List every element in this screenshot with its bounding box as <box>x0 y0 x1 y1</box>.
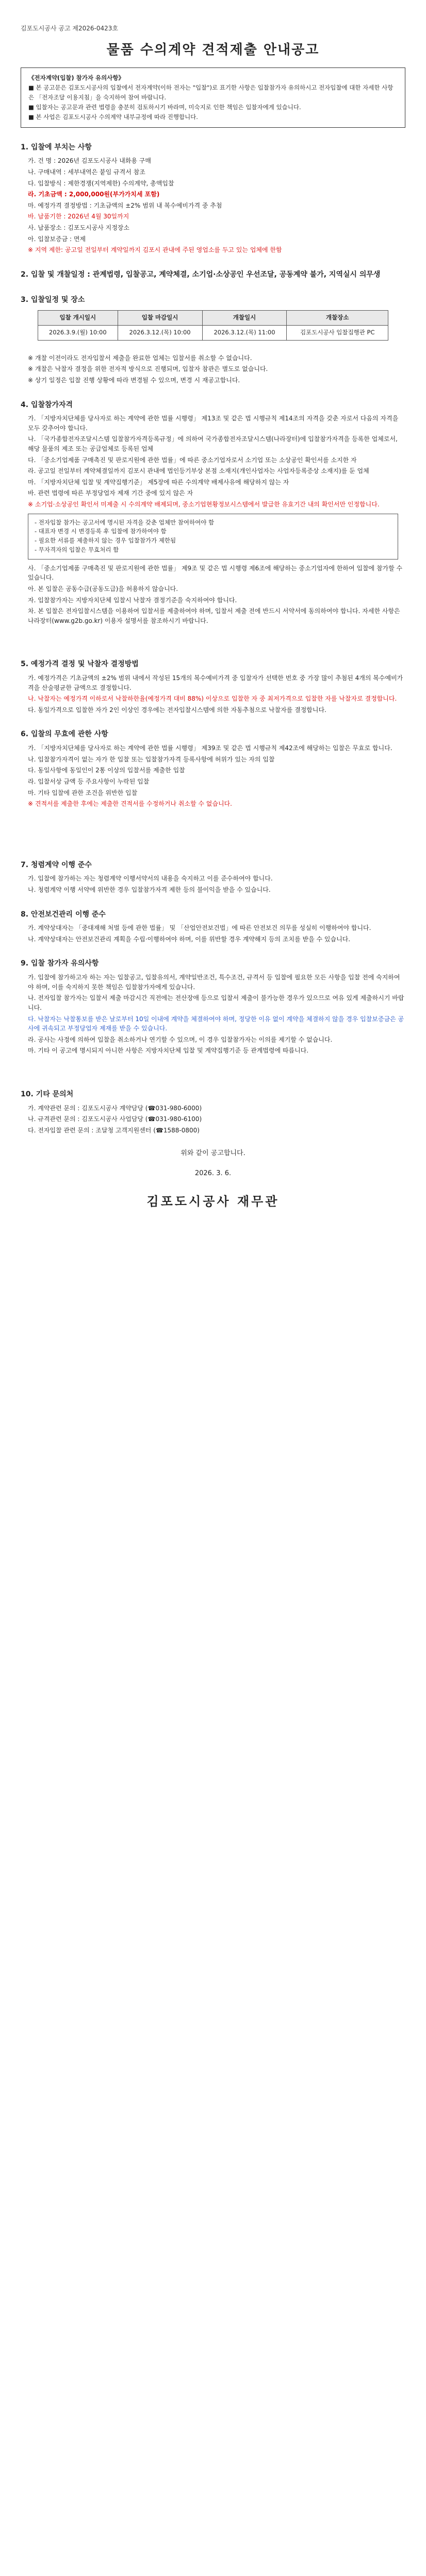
info-box-line: - 필요한 서류를 제출하지 않는 경우 입찰참가가 제한됨 <box>35 537 176 545</box>
section-line: 나. 전자입찰 참가자는 입찰서 제출 마감시간 직전에는 전산장애 등으로 입찰서 제출이 불가능한 경우가 있으므로 여유 있게 제출하시기 바랍니다. <box>28 994 404 1011</box>
info-box-line: - 대표자 변경 시 변경등록 후 입찰에 참가하여야 함 <box>35 528 167 535</box>
section-line: 바. 관련 법령에 따른 부정당업자 제재 기간 중에 있지 않은 자 <box>28 489 193 497</box>
section-line: 나. 청렴계약 이행 서약에 위반한 경우 입찰참가자격 제한 등의 불이익을 받을 수 있습니다. <box>28 886 271 893</box>
table-cell: 김포도시공사 입찰집행관 PC <box>287 325 388 340</box>
section-line: 마. 예정가격 결정방법 : 기초금액의 ±2% 범위 내 복수예비가격 중 추첨 <box>28 201 222 209</box>
closing-text: 위와 같이 공고합니다. <box>181 1149 245 1158</box>
section-5 <box>21 659 405 715</box>
section-line: 나. 「국가종합전자조달시스템 입찰참가자격등록규정」에 의하여 국가종합전자조달시스템(나라장터)에 입찰참가자격을 등록한 업체로서, 해당 물품의 제조 또는 공급업체로 등록된 업체 <box>28 435 398 453</box>
section-6 <box>21 729 405 808</box>
section-line: 사. 「중소기업제품 구매촉진 및 판로지원에 관한 법률」 제9조 및 같은 법 시행령 제6조에 해당하는 중소기업자에 한하여 입찰에 참가할 수 있습니다. <box>28 564 403 582</box>
section-line-highlight: 라. 기초금액 : 2,000,000원(부가가치세 포함) <box>28 191 160 198</box>
section-line: 자. 입찰참가자는 지방자치단체 입찰시 낙찰자 결정기준을 숙지하여야 합니다. <box>28 596 237 604</box>
section-heading: 6. 입찰의 무효에 관한 사항 <box>21 730 108 739</box>
section-line-highlight: 나. 낙찰자는 예정가격 이하로서 낙찰하한율(예정가격 대비 88%) 이상으로 입찰한 자 중 최저가격으로 입찰한 자를 낙찰자로 결정합니다. <box>28 695 397 703</box>
table-header: 입찰 마감일시 <box>118 311 202 326</box>
section-1 <box>21 142 405 255</box>
section-line: 다. 「중소기업제품 구매촉진 및 판로지원에 관한 법률」에 따른 중소기업자로서 소기업 또는 소상공인 확인서를 소지한 자 <box>28 456 357 464</box>
section-2 <box>21 269 405 281</box>
section-line: 라. 공고일 전일부터 계약체결일까지 김포시 관내에 법인등기부상 본점 소재지(개인사업자는 사업자등록증상 소재지)를 둔 업체 <box>28 467 369 475</box>
section-4 <box>21 400 405 626</box>
schedule-table <box>38 310 388 341</box>
section-heading: 4. 입찰참가자격 <box>21 400 73 409</box>
section-line: 아. 본 입찰은 공동수급(공동도급)을 허용하지 않습니다. <box>28 585 178 593</box>
section-line: 가. 계약상대자는 「중대재해 처벌 등에 관한 법률」 및 「산업안전보건법」에 따른 안전보건 의무를 성실히 이행하여야 합니다. <box>28 924 371 932</box>
section-note: ※ 상기 일정은 입찰 진행 상황에 따라 변경될 수 있으며, 변경 시 재공고합니다. <box>28 376 240 384</box>
section-heading: 8. 안전보건관리 이행 준수 <box>21 910 106 919</box>
section-line: 가. 입찰에 참가하는 자는 청렴계약 이행서약서의 내용을 숙지하고 이를 준수하여야 합니다. <box>28 875 273 883</box>
section-line: 가. 「지방자치단체를 당사자로 하는 계약에 관한 법률 시행령」 제13조 및 같은 법 시행규칙 제14조의 자격을 갖춘 자로서 다음의 자격을 모두 갖추어야 합니다. <box>28 415 399 432</box>
section-line: 나. 입찰참가자격이 없는 자가 한 입찰 또는 입찰참가자격 등록사항에 허위가 있는 자의 입찰 <box>28 755 275 763</box>
notice-box-line: ■ 입찰자는 공고문과 관련 법령을 충분히 검토하시기 바라며, 미숙지로 인한 책임은 입찰자에게 있습니다. <box>28 103 301 111</box>
section-warning: ※ 소기업·소상공인 확인서 미제출 시 수의계약 배제되며, 중소기업현황정보시스템에서 발급한 유효기간 내의 확인서만 인정합니다. <box>28 500 380 508</box>
section-line: 마. 기타 입찰에 관한 조건을 위반한 입찰 <box>28 789 138 796</box>
page-title: 물품 수의계약 견적제출 안내공고 <box>106 42 320 58</box>
section-line: 차. 본 입찰은 전자입찰시스템을 이용하여 입찰서를 제출하여야 하며, 입찰서 제출 전에 반드시 서약서에 동의하여야 합니다. 자세한 사항은 나라장터(www.g2b.go.kr) 이용자 설명서를 참조하시기 바랍니다. <box>28 607 400 624</box>
info-box-line: - 무자격자의 입찰은 무효처리 함 <box>35 546 119 554</box>
section-warning: ※ 지역 제한: 공고일 전일부터 계약일까지 김포시 관내에 주된 영업소를 두고 있는 업체에 한함 <box>28 246 282 254</box>
section-line: 가. 예정가격은 기초금액의 ±2% 범위 내에서 작성된 15개의 복수예비가격 중 입찰자가 선택한 번호 중 가장 많이 추첨된 4개의 복수예비가격을 산술평균한 금액으로 결정합니다. <box>28 674 403 691</box>
section-line: 다. 동일가격으로 입찰한 자가 2인 이상인 경우에는 전자입찰시스템에 의한 자동추첨으로 낙찰자를 결정합니다. <box>28 706 326 714</box>
table-cell: 2026.3.12.(목) 11:00 <box>202 325 287 340</box>
notice-box <box>21 67 405 128</box>
section-line: 마. 기타 이 공고에 명시되지 아니한 사항은 지방자치단체 입찰 및 계약집행기준 등 관계법령에 따릅니다. <box>28 1047 309 1055</box>
table-cell: 2026.3.9.(월) 10:00 <box>38 325 118 340</box>
section-9 <box>21 958 405 1055</box>
section-heading: 9. 입찰 참가자 유의사항 <box>21 959 99 968</box>
section-note: ※ 개찰 이전이라도 전자입찰서 제출을 완료한 업체는 입찰서를 취소할 수 없습니다. <box>28 354 252 362</box>
section-line: 라. 공사는 사정에 의하여 입찰을 취소하거나 연기할 수 있으며, 이 경우 입찰참가자는 이의를 제기할 수 없습니다. <box>28 1036 333 1043</box>
section-7 <box>21 860 405 895</box>
section-heading: 10. 기타 문의처 <box>21 1090 74 1098</box>
section-line-highlight: 바. 납품기한 : 2026년 4월 30일까지 <box>28 213 129 221</box>
issuer-name: 김포도시공사 재무관 <box>146 1194 280 1209</box>
section-warning: ※ 견적서를 제출한 후에는 제출한 견적서를 수정하거나 취소할 수 없습니다. <box>28 800 232 808</box>
table-header: 개찰장소 <box>287 311 388 326</box>
section-line: 다. 입찰방식 : 제한경쟁(지역제한) 수의계약, 총액입찰 <box>28 179 174 187</box>
section-line: 가. 입찰에 참가하고자 하는 자는 입찰공고, 입찰유의서, 계약일반조건, 특수조건, 규격서 등 입찰에 필요한 모든 사항을 입찰 전에 숙지하여야 하며, 이를 숙지하지 못한 책임은 입찰참가자에게 있습니다. <box>28 974 400 991</box>
section-line: 마. 「지방자치단체 입찰 및 계약집행기준」 제5장에 따른 수의계약 배제사유에 해당하지 않는 자 <box>28 478 289 486</box>
notice-box-line: ■ 본 공고문은 김포도시공사의 입찰에서 전자계약(이하 전자는 "입찰")로 표기한 사항은 입찰참가자 유의하시고 전자입찰에 대한 자세한 사항은 「전자조달 이용지침」을 숙지하여 참여 바랍니다. <box>28 83 394 101</box>
section-note: ※ 개찰은 낙찰자 결정을 위한 전자적 방식으로 진행되며, 입찰자 참관은 별도로 없습니다. <box>28 365 268 373</box>
section-line: 가. 「지방자치단체를 당사자로 하는 계약에 관한 법률 시행령」 제39조 및 같은 법 시행규칙 제42조에 해당하는 입찰은 무효로 합니다. <box>28 744 392 752</box>
section-line: 라. 입찰서상 금액 등 주요사항이 누락된 입찰 <box>28 777 150 785</box>
table-header-row <box>38 311 388 326</box>
section-line: 가. 계약관련 문의 : 김포도시공사 계약담당 (☎031-980-6000) <box>28 1104 202 1112</box>
section-heading: 1. 입찰에 부치는 사항 <box>21 143 92 151</box>
section-3 <box>21 295 405 385</box>
document-body <box>0 0 426 1211</box>
notice-box-heading: 《전자계약(입찰) 참가자 유의사항》 <box>28 74 124 81</box>
section-heading: 2. 입찰 및 개찰일정 : 관계법령, 입찰공고, 계약체결, 소기업·소상공인 우선조달, 공동계약 불가, 지역실시 의무생 <box>21 270 381 279</box>
section-heading: 3. 입찰일정 및 장소 <box>21 296 85 304</box>
section-line: 가. 건 명 : 2026년 김포도시공사 내화용 구매 <box>28 157 151 165</box>
table-header: 개찰일시 <box>202 311 287 326</box>
info-box-line: - 전자입찰 참가는 공고서에 명시된 자격을 갖춘 업체만 참여하여야 함 <box>35 518 215 526</box>
table-row <box>38 325 388 340</box>
section-line: 다. 동일사항에 동일인이 2통 이상의 입찰서를 제출한 입찰 <box>28 767 185 774</box>
notice-box-line: ■ 본 사업은 김포도시공사 수의계약 내부규정에 따라 진행합니다. <box>28 113 198 121</box>
table-header: 입찰 개시일시 <box>38 311 118 326</box>
section-line: 나. 구매내역 : 세부내역은 붙임 규격서 참조 <box>28 168 145 176</box>
info-box <box>28 514 398 560</box>
section-line: 아. 입찰보증금 : 면제 <box>28 235 86 243</box>
section-line: 다. 전자입찰 관련 문의 : 조달청 고객지원센터 (☎1588-0800) <box>28 1126 200 1134</box>
section-line-highlight: 다. 낙찰자는 낙찰통보를 받은 날로부터 10일 이내에 계약을 체결하여야 하며, 정당한 이유 없이 계약을 체결하지 않을 경우 입찰보증금은 공사에 귀속되고 부정당업자 제재를 받을 수 있습니다. <box>28 1015 404 1032</box>
section-line: 나. 규격관련 문의 : 김포도시공사 사업담당 (☎031-980-6100) <box>28 1115 202 1123</box>
notice-number: 김포도시공사 공고 제2026-0423호 <box>21 25 118 32</box>
section-8 <box>21 909 405 944</box>
section-line: 나. 계약상대자는 안전보건관리 계획을 수립·이행하여야 하며, 이를 위반할 경우 계약해지 등의 조치를 받을 수 있습니다. <box>28 935 351 943</box>
table-cell: 2026.3.12.(목) 10:00 <box>118 325 202 340</box>
section-10 <box>21 1089 405 1135</box>
announcement-date: 2026. 3. 6. <box>194 1169 232 1177</box>
section-heading: 7. 청렴계약 이행 준수 <box>21 860 92 869</box>
section-heading: 5. 예정가격 결정 및 낙찰자 결정방법 <box>21 660 139 669</box>
section-line: 사. 납품장소 : 김포도시공사 지정장소 <box>28 224 129 231</box>
